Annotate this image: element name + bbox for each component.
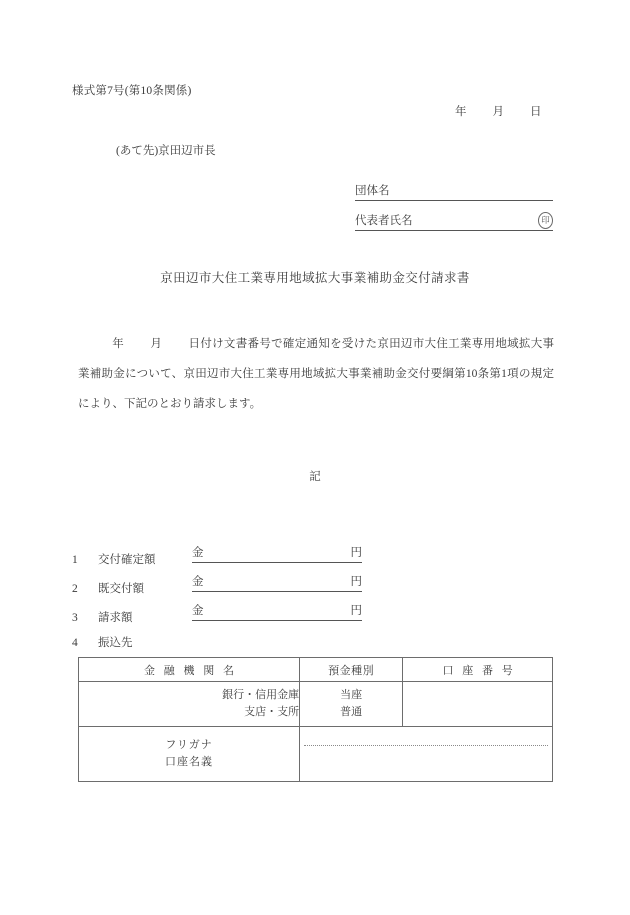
account-number-input[interactable] [403, 682, 553, 727]
item-label: 交付確定額 [98, 554, 156, 566]
list-item [72, 576, 552, 596]
representative-name-label: 代表者氏名 [355, 215, 413, 227]
item-number: 3 [72, 612, 78, 624]
table-row [79, 682, 553, 727]
furigana-divider [304, 745, 548, 746]
date-day-label: 日 [530, 106, 542, 118]
furigana-label: フリガナ [165, 739, 213, 751]
claim-amount-input[interactable] [192, 605, 362, 621]
item-label: 既交付額 [98, 583, 144, 595]
institution-name-input[interactable] [79, 682, 300, 727]
confirmed-amount-input[interactable] [192, 547, 362, 563]
table-row [79, 727, 553, 782]
item-number: 4 [72, 637, 78, 649]
body-date-month: 月 [150, 338, 163, 350]
deposit-type-option-toza[interactable]: 当座 [340, 689, 363, 701]
seal-icon: 印 [538, 212, 553, 229]
currency-prefix: 金 [192, 605, 204, 617]
header-institution-name: 金 融 機 関 名 [79, 658, 300, 682]
list-item [72, 634, 552, 650]
account-holder-name-label: 口座名義 [165, 756, 214, 768]
currency-suffix: 円 [350, 605, 362, 617]
table-header-row [79, 658, 553, 682]
bank-transfer-table [78, 657, 553, 782]
deposit-type-option-futsu[interactable]: 普通 [340, 706, 363, 718]
list-item [72, 547, 552, 567]
institution-suffix-line-1: 銀行・信用金庫 [222, 689, 300, 701]
organization-name-field[interactable] [355, 182, 553, 201]
body-line-3: により、下記のとおり請求します。 [78, 398, 262, 410]
body-line-1: 日付け文書番号で確定通知を受けた京田辺市大住工業専用地域拡大事 [188, 338, 555, 350]
currency-prefix: 金 [192, 576, 204, 588]
item-label: 請求額 [98, 612, 133, 624]
representative-name-field[interactable] [355, 212, 553, 231]
body-date-year: 年 [112, 338, 125, 350]
deposit-type-选择[interactable] [300, 682, 403, 727]
document-date-line [455, 103, 542, 119]
header-account-number: 口 座 番 号 [403, 658, 553, 682]
currency-suffix: 円 [350, 547, 362, 559]
already-paid-amount-input[interactable] [192, 576, 362, 592]
form-number: 様式第7号(第10条関係) [72, 85, 192, 97]
body-paragraph [78, 329, 554, 419]
date-month-label: 月 [492, 106, 504, 118]
date-year-label: 年 [455, 106, 467, 118]
body-line-2: 業補助金について、京田辺市大住工業専用地域拡大事業補助金交付要綱第10条第1項の規定 [78, 368, 554, 380]
currency-suffix: 円 [350, 576, 362, 588]
list-item [72, 605, 552, 625]
item-number: 1 [72, 554, 78, 566]
ki-marker: 記 [309, 471, 321, 483]
account-holder-input[interactable] [300, 727, 553, 782]
institution-suffix-line-2: 支店・支所 [244, 706, 300, 718]
account-holder-label [79, 727, 300, 782]
organization-name-label: 団体名 [355, 185, 390, 197]
page-title: 京田辺市大住工業専用地域拡大事業補助金交付請求書 [160, 271, 470, 285]
header-deposit-type: 預金種別 [300, 658, 403, 682]
item-label: 振込先 [98, 637, 133, 649]
addressee: (あて先)京田辺市長 [116, 145, 216, 157]
item-number: 2 [72, 583, 78, 595]
currency-prefix: 金 [192, 547, 204, 559]
